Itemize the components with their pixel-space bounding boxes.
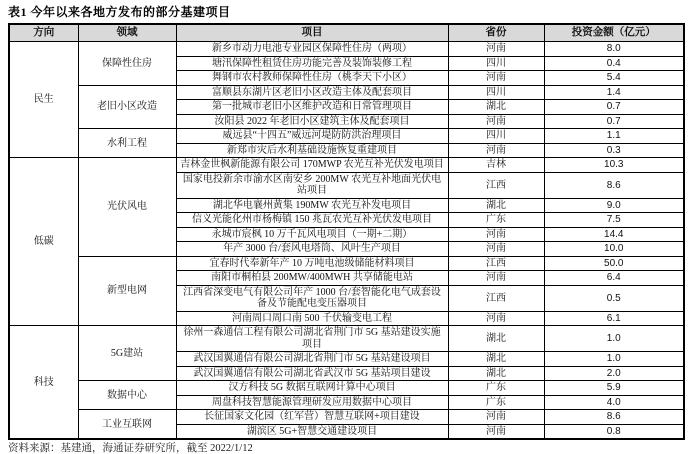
province-cell: 湖北 xyxy=(448,352,544,367)
project-cell: 信义光能化州市杨梅镇 150 兆瓦农光互补光伏发电项目 xyxy=(176,213,448,228)
amount-cell: 0.7 xyxy=(544,114,684,129)
direction-cell: 低碳 xyxy=(9,158,78,326)
project-cell: 吉林金世枫新能源有限公司 170MWP 农光互补光伏发电项目 xyxy=(176,158,448,173)
table-row xyxy=(9,256,684,271)
table-row xyxy=(9,381,684,396)
table-title: 表1 今年以来各地方发布的部分基建项目 xyxy=(8,5,231,19)
header-direction: 方向 xyxy=(9,24,78,42)
province-cell: 河南 xyxy=(448,227,544,242)
amount-cell: 7.5 xyxy=(544,213,684,228)
province-cell: 河南 xyxy=(448,143,544,158)
province-cell: 河南 xyxy=(448,242,544,257)
project-cell: 威远县“十四五”威远河堤防防洪治理项目 xyxy=(176,129,448,144)
project-cell: 江西省深变电气有限公司年产 1000 台/套智能化电气成套设备及节能配电变压器项目 xyxy=(176,285,448,311)
amount-cell: 0.3 xyxy=(544,143,684,158)
province-cell: 四川 xyxy=(448,56,544,71)
project-cell: 富顺县东湖片区老旧小区改造主体及配套项目 xyxy=(176,85,448,100)
project-cell: 武汉国翼通信有限公司湖北省武汉市 5G 基站项目建设 xyxy=(176,366,448,381)
header-province: 省份 xyxy=(448,24,544,42)
table-row xyxy=(9,326,684,352)
header-project: 项目 xyxy=(176,24,448,42)
project-cell: 第一批城市老旧小区维护改造和日常管理项目 xyxy=(176,100,448,115)
province-cell: 广东 xyxy=(448,381,544,396)
amount-cell: 6.4 xyxy=(544,271,684,286)
amount-cell: 0.8 xyxy=(544,424,684,439)
province-cell: 江西 xyxy=(448,256,544,271)
amount-cell: 0.7 xyxy=(544,100,684,115)
amount-cell: 8.0 xyxy=(544,42,684,57)
header-amount: 投资金额（亿元） xyxy=(544,24,684,42)
amount-cell: 9.0 xyxy=(544,198,684,213)
direction-cell: 科技 xyxy=(9,326,78,440)
province-cell: 湖北 xyxy=(448,100,544,115)
project-cell: 湖北华电襄州黄集 190MW 农光互补发电项目 xyxy=(176,198,448,213)
direction-cell: 民生 xyxy=(9,42,78,158)
table-row xyxy=(9,410,684,425)
amount-cell: 4.0 xyxy=(544,395,684,410)
project-cell: 长征国家文化园（红军营）智慧互联网+项目建设 xyxy=(176,410,448,425)
province-cell: 江西 xyxy=(448,172,544,198)
table-header xyxy=(9,24,684,42)
projects-table-body xyxy=(9,42,684,440)
project-cell: 汝阳县 2022 年老旧小区建筑主体及配套项目 xyxy=(176,114,448,129)
province-cell: 四川 xyxy=(448,129,544,144)
project-cell: 徐州一森通信工程有限公司湖北省荆门市 5G 基站建设实施项目 xyxy=(176,326,448,352)
amount-cell: 2.0 xyxy=(544,366,684,381)
amount-cell: 1.4 xyxy=(544,85,684,100)
province-cell: 河南 xyxy=(448,311,544,326)
province-cell: 河南 xyxy=(448,424,544,439)
project-cell: 湖滨区 5G+智慧交通建设项目 xyxy=(176,424,448,439)
field-cell: 光伏风电 xyxy=(78,158,176,257)
province-cell: 广东 xyxy=(448,213,544,228)
project-cell: 舞钢市农村教师保障性住房（桃李天下小区） xyxy=(176,71,448,86)
project-cell: 武汉国翼通信有限公司湖北省荆门市 5G 基站建设项目 xyxy=(176,352,448,367)
province-cell: 江西 xyxy=(448,285,544,311)
province-cell: 吉林 xyxy=(448,158,544,173)
amount-cell: 10.3 xyxy=(544,158,684,173)
table-row xyxy=(9,158,684,173)
province-cell: 湖北 xyxy=(448,326,544,352)
province-cell: 河南 xyxy=(448,410,544,425)
project-cell: 塘汛保障性租赁住房功能完善及装饰装修工程 xyxy=(176,56,448,71)
project-cell: 河南周口周口南 500 千伏输变电工程 xyxy=(176,311,448,326)
field-cell: 数据中心 xyxy=(78,381,176,410)
amount-cell: 6.1 xyxy=(544,311,684,326)
table-row xyxy=(9,129,684,144)
projects-table xyxy=(8,23,685,440)
field-cell: 老旧小区改造 xyxy=(78,85,176,129)
province-cell: 广东 xyxy=(448,395,544,410)
project-cell: 新郑市灾后水利基础设施恢复重建项目 xyxy=(176,143,448,158)
project-cell: 汉方科技 5G 数据互联网计算中心项目 xyxy=(176,381,448,396)
province-cell: 湖北 xyxy=(448,198,544,213)
amount-cell: 1.1 xyxy=(544,129,684,144)
header-field: 领域 xyxy=(78,24,176,42)
amount-cell: 0.5 xyxy=(544,285,684,311)
project-cell: 周盘科技智慧能源管理研发应用数据中心项目 xyxy=(176,395,448,410)
amount-cell: 1.0 xyxy=(544,326,684,352)
province-cell: 河南 xyxy=(448,71,544,86)
field-cell: 保障性住房 xyxy=(78,42,176,86)
field-cell: 工业互联网 xyxy=(78,410,176,440)
amount-cell: 5.9 xyxy=(544,381,684,396)
field-cell: 5G建站 xyxy=(78,326,176,381)
amount-cell: 1.0 xyxy=(544,352,684,367)
province-cell: 四川 xyxy=(448,85,544,100)
table-header-row xyxy=(9,24,684,42)
field-cell: 水利工程 xyxy=(78,129,176,158)
table-row xyxy=(9,42,684,57)
amount-cell: 0.4 xyxy=(544,56,684,71)
amount-cell: 14.4 xyxy=(544,227,684,242)
amount-cell: 8.6 xyxy=(544,410,684,425)
project-cell: 南阳市桐柏县 200MW/400MWH 共享储能电站 xyxy=(176,271,448,286)
project-cell: 年产 3000 台/套风电塔筒、风叶生产项目 xyxy=(176,242,448,257)
amount-cell: 10.0 xyxy=(544,242,684,257)
province-cell: 河南 xyxy=(448,42,544,57)
amount-cell: 5.4 xyxy=(544,71,684,86)
source-note: 资料来源：基建通，海通证券研究所，截至 2022/1/12 xyxy=(8,443,253,454)
province-cell: 河南 xyxy=(448,114,544,129)
province-cell: 河南 xyxy=(448,271,544,286)
project-cell: 国家电投新余市渝水区南安乡 200MW 农光互补地面光伏电站项目 xyxy=(176,172,448,198)
amount-cell: 50.0 xyxy=(544,256,684,271)
amount-cell: 8.6 xyxy=(544,172,684,198)
field-cell: 新型电网 xyxy=(78,256,176,326)
table-row xyxy=(9,85,684,100)
project-cell: 新乡市动力电池专业园区保障性住房（两项） xyxy=(176,42,448,57)
project-cell: 永城市宸枫 10 万千瓦风电项目（一期+二期） xyxy=(176,227,448,242)
province-cell: 湖北 xyxy=(448,366,544,381)
project-cell: 宜春时代奉新年产 10 万吨电池级储能材料项目 xyxy=(176,256,448,271)
